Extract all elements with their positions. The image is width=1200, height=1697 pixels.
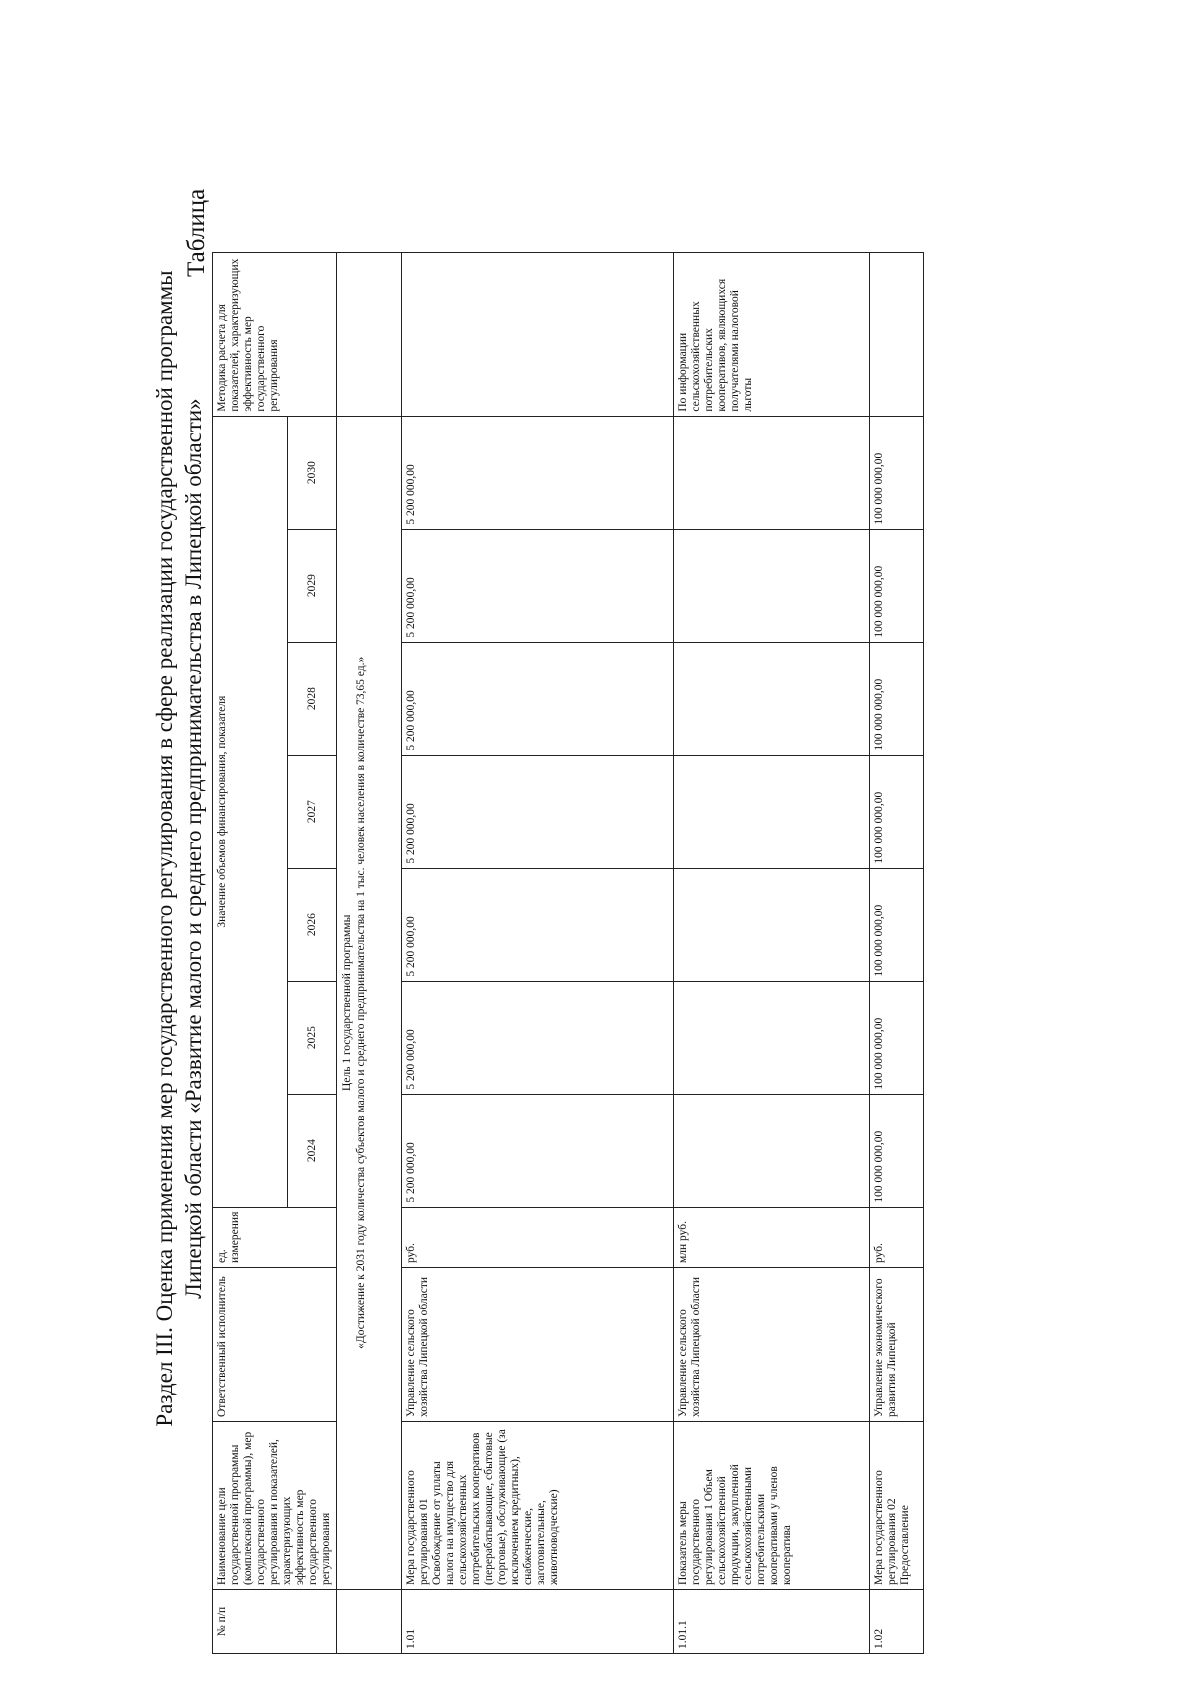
header-values-group: Значение объемов финансирования, показателя: [213, 416, 288, 1207]
row-value: [674, 981, 870, 1094]
row-value: 5 200 000,00: [402, 1094, 674, 1207]
section-title-line-1: Раздел III. Оценка применения мер государственного регулирования в сфере реализации государственной программы: [152, 270, 177, 1427]
header-year: 2026: [288, 868, 337, 981]
table-row: [870, 252, 924, 1653]
row-method: [402, 252, 674, 416]
row-name: Мера государственного регулирования 01 Освобождение от уплаты налога на имущество для сельскохозяйственных потребительских кооперативов (перерабатывающие, сбытовые (торговые), обслуживающие (за исключением кредитных), снабженческие, заготовительные, животноводческие): [402, 1422, 674, 1590]
header-year: 2027: [288, 755, 337, 868]
row-value: 100 000 000,00: [870, 642, 924, 755]
header-num: № п/п: [213, 1590, 337, 1654]
header-executor: Ответственный исполнитель: [213, 1268, 337, 1422]
row-method: По информации сельскохозяйственных потребительских кооперативов, являющихся получателями налоговой льготы: [674, 252, 870, 416]
table-row: [402, 252, 674, 1653]
header-method: Методика расчета для показателей, характеризующих эффективность мер государственного регулирования: [213, 252, 337, 416]
row-unit: руб.: [402, 1207, 674, 1267]
row-executor: Управление экономического развития Липецкой: [870, 1268, 924, 1422]
row-value: 5 200 000,00: [402, 755, 674, 868]
row-value: 5 200 000,00: [402, 981, 674, 1094]
row-value: 100 000 000,00: [870, 868, 924, 981]
row-value: 5 200 000,00: [402, 642, 674, 755]
row-num: 1.01.1: [674, 1590, 870, 1654]
row-value: [674, 529, 870, 642]
goal-method-cell: [337, 252, 402, 416]
header-year: 2028: [288, 642, 337, 755]
row-value: 100 000 000,00: [870, 529, 924, 642]
header-year: 2025: [288, 981, 337, 1094]
row-name: Показатель меры государственного регулирования 1 Объем сельскохозяйственной продукции, закупленной сельскохозяйственными потребительскими кооперативами у членов кооператива: [674, 1422, 870, 1590]
measures-table: [212, 252, 924, 1654]
header-year: 2024: [288, 1094, 337, 1207]
row-num: 1.01: [402, 1590, 674, 1654]
goal-num-cell: [337, 1590, 402, 1654]
header-name: Наименование цели государственной программы (комплексной программы), мер государственного регулирования и показателей, характеризующих эффективность мер государственного регулирования: [213, 1422, 337, 1590]
header-year: 2030: [288, 416, 337, 529]
section-title-line-2: Липецкой области «Развитие малого и среднего предпринимательства в Липецкой области»: [181, 398, 206, 1299]
row-value: [674, 868, 870, 981]
row-value: 5 200 000,00: [402, 416, 674, 529]
row-executor: Управление сельского хозяйства Липецкой области: [674, 1268, 870, 1422]
row-value: 100 000 000,00: [870, 1094, 924, 1207]
row-name: Мера государственного регулирования 02 Предоставление: [870, 1422, 924, 1590]
row-num: 1.02: [870, 1590, 924, 1654]
row-value: 100 000 000,00: [870, 981, 924, 1094]
header-year: 2029: [288, 529, 337, 642]
goal-title: Цель 1 государственной программы: [341, 914, 353, 1091]
row-value: 5 200 000,00: [402, 868, 674, 981]
row-value: [674, 1094, 870, 1207]
row-executor: Управление сельского хозяйства Липецкой области: [402, 1268, 674, 1422]
row-value: [674, 416, 870, 529]
row-value: [674, 755, 870, 868]
goal-row: [337, 252, 402, 1653]
table-row: [674, 252, 870, 1653]
table-label: Таблица: [183, 188, 210, 277]
row-value: 100 000 000,00: [870, 416, 924, 529]
header-unit: ед. измерения: [213, 1207, 337, 1267]
row-unit: руб.: [870, 1207, 924, 1267]
row-value: 5 200 000,00: [402, 529, 674, 642]
row-value: 100 000 000,00: [870, 755, 924, 868]
header-row-1: [213, 252, 288, 1653]
goal-description: «Достижение к 2031 году количества субъектов малого и среднего предпринимательства на 1 тыс. человек населения в количестве 73,65 ед.»: [355, 656, 367, 1349]
row-method: [870, 252, 924, 416]
row-value: [674, 642, 870, 755]
goal-cell: [337, 416, 402, 1589]
row-unit: млн руб.: [674, 1207, 870, 1267]
